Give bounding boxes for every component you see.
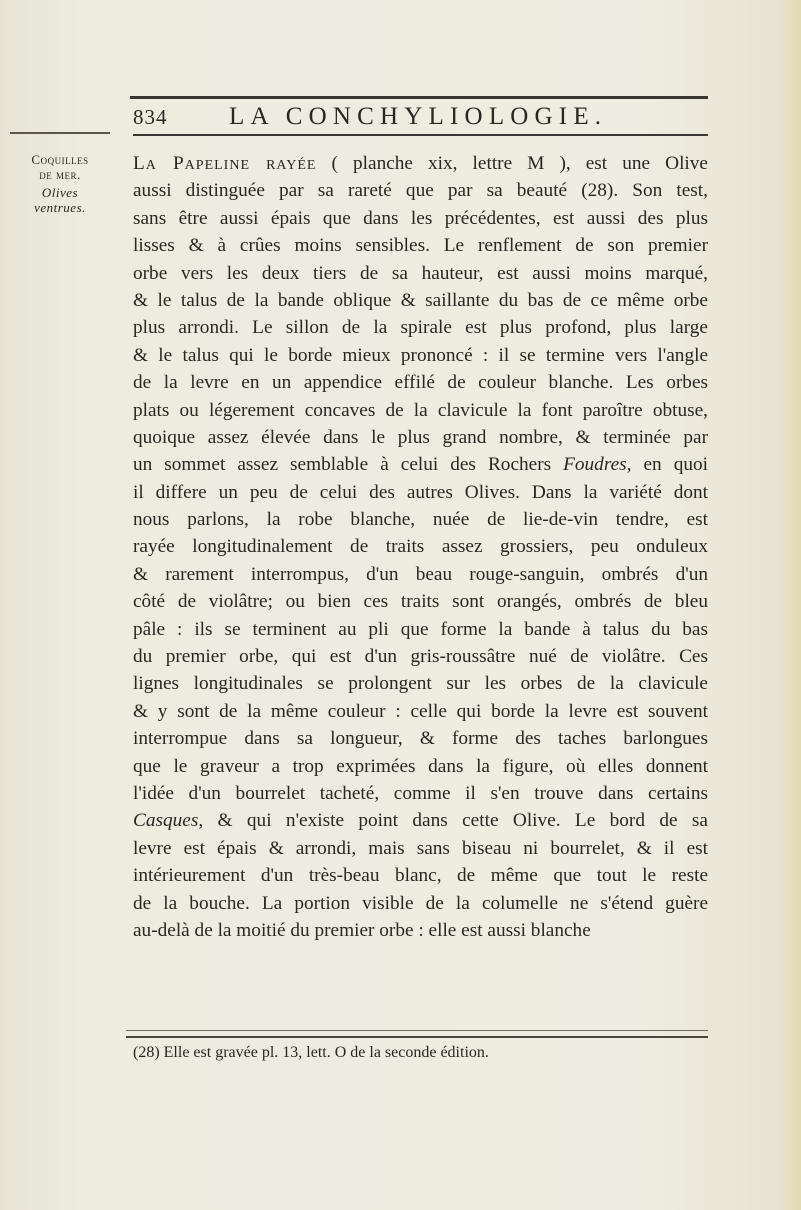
text-line xyxy=(133,862,708,889)
text-line xyxy=(133,533,708,560)
text-line xyxy=(133,342,708,369)
shell-name: La Papeline rayée xyxy=(133,153,317,174)
header-rule-top xyxy=(130,96,708,99)
margin-note-line: Olives xyxy=(41,185,79,200)
text-segment: plats ou légerement concaves de la clavicule la font paroître obtuse, xyxy=(133,399,708,421)
text-segment: de la bouche. La portion visible de la columelle ne s'étend guère xyxy=(133,892,708,914)
text-segment: lisses & à crûes moins sensibles. Le renflement de son premier xyxy=(133,235,708,257)
text-line xyxy=(133,890,708,917)
margin-note-line: Coquilles xyxy=(31,152,89,167)
text-segment: orbe vers les deux tiers de sa hauteur, est aussi moins marqué, xyxy=(133,262,708,284)
text-line xyxy=(133,232,708,259)
footnote-rule-thick xyxy=(126,1036,708,1038)
text-line xyxy=(133,561,708,588)
text-line xyxy=(133,588,708,615)
text-segment: & qui n'existe point dans cette Olive. Le bord de sa xyxy=(203,810,708,832)
text-line xyxy=(133,698,708,725)
text-line xyxy=(133,835,708,862)
text-segment: côté de violâtre; ou bien ces traits sont orangés, ombrés de bleu xyxy=(133,591,708,613)
text-line xyxy=(133,643,708,670)
italic-term: Casques, xyxy=(133,810,204,832)
text-segment: intérieurement d'un très-beau blanc, de même que tout le reste xyxy=(133,865,708,887)
text-line xyxy=(133,397,708,424)
text-segment: & le talus de la bande oblique & saillante du bas de ce même orbe xyxy=(133,289,708,311)
text-segment: du premier orbe, qui est d'un gris-roussâtre nué de violâtre. Ces xyxy=(133,646,708,668)
text-line xyxy=(133,616,708,643)
body-text xyxy=(133,150,708,944)
text-segment: & y sont de la même couleur : celle qui borde la levre est souvent xyxy=(133,700,708,722)
text-segment: il differe un peu de celui des autres Olives. Dans la variété dont xyxy=(133,481,708,503)
margin-note-line: ventrues. xyxy=(34,200,86,215)
text-line xyxy=(133,670,708,697)
text-line xyxy=(133,150,708,177)
text-segment: de la levre en un appendice effilé de couleur blanche. Les orbes xyxy=(133,372,708,394)
running-title: LA CONCHYLIOLOGIE. xyxy=(229,103,608,130)
text-segment: l'idée d'un bourrelet tacheté, comme il s'en trouve dans certains xyxy=(133,782,708,804)
text-segment: & rarement interrompus, d'un beau rouge-sanguin, ombrés d'un xyxy=(133,563,708,585)
text-segment: au-delà de la moitié du premier orbe : elle est aussi blanche xyxy=(133,919,591,941)
text-line xyxy=(133,506,708,533)
text-line xyxy=(133,369,708,396)
text-line xyxy=(133,451,708,478)
margin-rule xyxy=(10,132,110,134)
page-number: 834 xyxy=(133,105,168,129)
text-line xyxy=(133,177,708,204)
text-segment: lignes longitudinales se prolongent sur les orbes de la clavicule xyxy=(133,673,708,695)
text-line xyxy=(133,780,708,807)
text-segment: un sommet assez semblable à celui des Rochers xyxy=(133,454,564,476)
text-segment: quoique assez élevée dans le plus grand nombre, & terminée par xyxy=(133,426,708,448)
text-segment: sans être aussi épais que dans les précédentes, est aussi des plus xyxy=(133,207,708,229)
margin-note-line: de mer. xyxy=(39,167,81,182)
text-segment: en quoi xyxy=(631,454,708,476)
text-line xyxy=(133,917,708,944)
text-line xyxy=(133,287,708,314)
header-rule-bottom xyxy=(133,134,708,136)
text-line xyxy=(133,424,708,451)
text-segment: ( planche xix, lettre M ), est une Olive xyxy=(316,153,708,174)
footnote-rule-thin xyxy=(126,1030,708,1031)
text-segment: & le talus qui le borde mieux prononcé : il se termine vers l'angle xyxy=(133,344,708,366)
text-segment: nous parlons, la robe blanche, nuée de lie-de-vin tendre, est xyxy=(133,509,708,531)
text-segment: levre est épais & arrondi, mais sans biseau ni bourrelet, & il est xyxy=(133,837,708,859)
page-edge-stain xyxy=(779,0,801,1210)
text-line xyxy=(133,479,708,506)
italic-term: Foudres, xyxy=(563,454,632,476)
page-header xyxy=(133,103,708,133)
text-line xyxy=(133,725,708,752)
text-line xyxy=(133,807,708,834)
text-segment: aussi distinguée par sa rareté que par sa beauté (28). Son test, xyxy=(133,180,708,202)
margin-note xyxy=(10,152,110,215)
text-segment: rayée longitudinalement de traits assez grossiers, peu onduleux xyxy=(133,536,708,558)
text-segment: pâle : ils se terminent au pli que forme la bande à talus du bas xyxy=(133,618,708,640)
text-line xyxy=(133,314,708,341)
text-segment: plus arrondi. Le sillon de la spirale est plus profond, plus large xyxy=(133,317,708,339)
footnote: (28) Elle est gravée pl. 13, lett. O de la seconde édition. xyxy=(133,1044,489,1061)
text-line xyxy=(133,260,708,287)
text-segment: interrompue dans sa longueur, & forme des taches barlongues xyxy=(133,728,708,750)
text-line xyxy=(133,205,708,232)
text-line xyxy=(133,753,708,780)
text-segment: que le graveur a trop exprimées dans la figure, où elles donnent xyxy=(133,755,708,777)
